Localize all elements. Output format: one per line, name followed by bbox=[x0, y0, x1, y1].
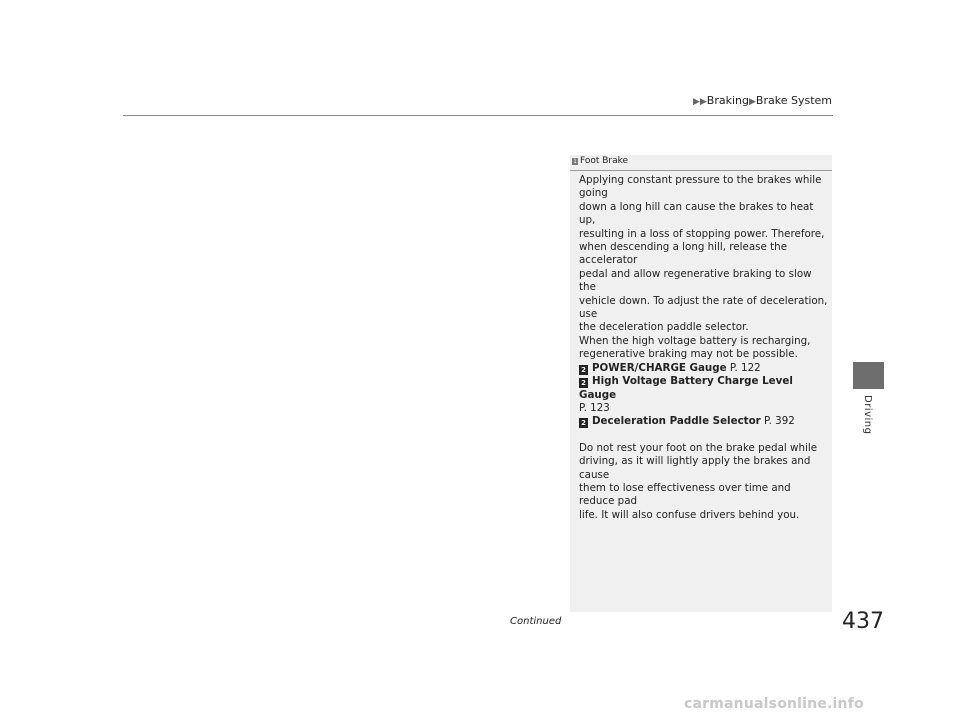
body-line: when descending a long hill, release the accelerator bbox=[579, 241, 788, 267]
body-line: vehicle down. To adjust the rate of deceleration, use bbox=[579, 294, 828, 321]
breadcrumb-item-braking[interactable]: Braking bbox=[706, 94, 749, 107]
cross-reference-power-charge-gauge[interactable] bbox=[579, 362, 829, 375]
cross-reference-deceleration-paddle-selector[interactable] bbox=[579, 415, 829, 428]
breadcrumb bbox=[693, 94, 832, 107]
section-tab-label: Driving bbox=[862, 395, 873, 435]
body-line: resulting in a loss of stopping power. Therefore, bbox=[579, 227, 825, 240]
watermark: carmanualsonline.info bbox=[684, 696, 864, 712]
ref-label: High Voltage Battery Charge Level Gauge bbox=[579, 375, 793, 401]
reference-arrow-icon: 2 bbox=[579, 418, 588, 428]
page-number: 437 bbox=[842, 609, 884, 634]
sidebar-note-panel bbox=[570, 155, 832, 612]
reference-arrow-icon: 2 bbox=[579, 378, 588, 388]
ref-page: P. 392 bbox=[764, 415, 795, 428]
spacer bbox=[579, 429, 829, 442]
reference-arrow-icon: 2 bbox=[579, 365, 588, 375]
ref-label: Deceleration Paddle Selector bbox=[592, 415, 761, 428]
ref-label: POWER/CHARGE Gauge bbox=[592, 361, 727, 374]
body-line: Applying constant pressure to the brakes while going bbox=[579, 174, 822, 200]
breadcrumb-arrow-icon: ▶▶ bbox=[692, 97, 707, 107]
body-line: down a long hill can cause the brakes to heat up, bbox=[579, 200, 814, 227]
note-line: life. It will also confuse drivers behind you. bbox=[579, 508, 800, 521]
sidebar-title bbox=[572, 156, 628, 166]
note-line: driving, as it will lightly apply the brakes and cause bbox=[579, 455, 811, 481]
breadcrumb-arrow-icon: ▶ bbox=[749, 97, 756, 107]
continued-label: Continued bbox=[510, 616, 562, 627]
body-line: pedal and allow regenerative braking to slow the bbox=[579, 267, 812, 294]
ref-page: P. 122 bbox=[729, 361, 761, 374]
body-line: When the high voltage battery is recharging, bbox=[579, 334, 811, 347]
cross-reference-battery-charge-level-gauge[interactable] bbox=[579, 375, 829, 402]
sidebar-title-text: Foot Brake bbox=[580, 156, 629, 166]
body-line: regenerative braking may not be possible. bbox=[579, 348, 798, 361]
sidebar-body bbox=[579, 174, 829, 522]
breadcrumb-item-brake-system[interactable]: Brake System bbox=[755, 94, 832, 107]
ref-page[interactable]: P. 123 bbox=[579, 401, 610, 414]
section-tab-marker bbox=[853, 362, 884, 389]
body-line: the deceleration paddle selector. bbox=[579, 321, 749, 334]
note-line: them to lose effectiveness over time and reduce pad bbox=[579, 481, 791, 508]
note-line: Do not rest your foot on the brake pedal while bbox=[579, 441, 818, 454]
note-marker-icon: 1 bbox=[573, 157, 577, 165]
header-divider bbox=[123, 115, 833, 116]
sidebar-title-row bbox=[570, 155, 832, 171]
